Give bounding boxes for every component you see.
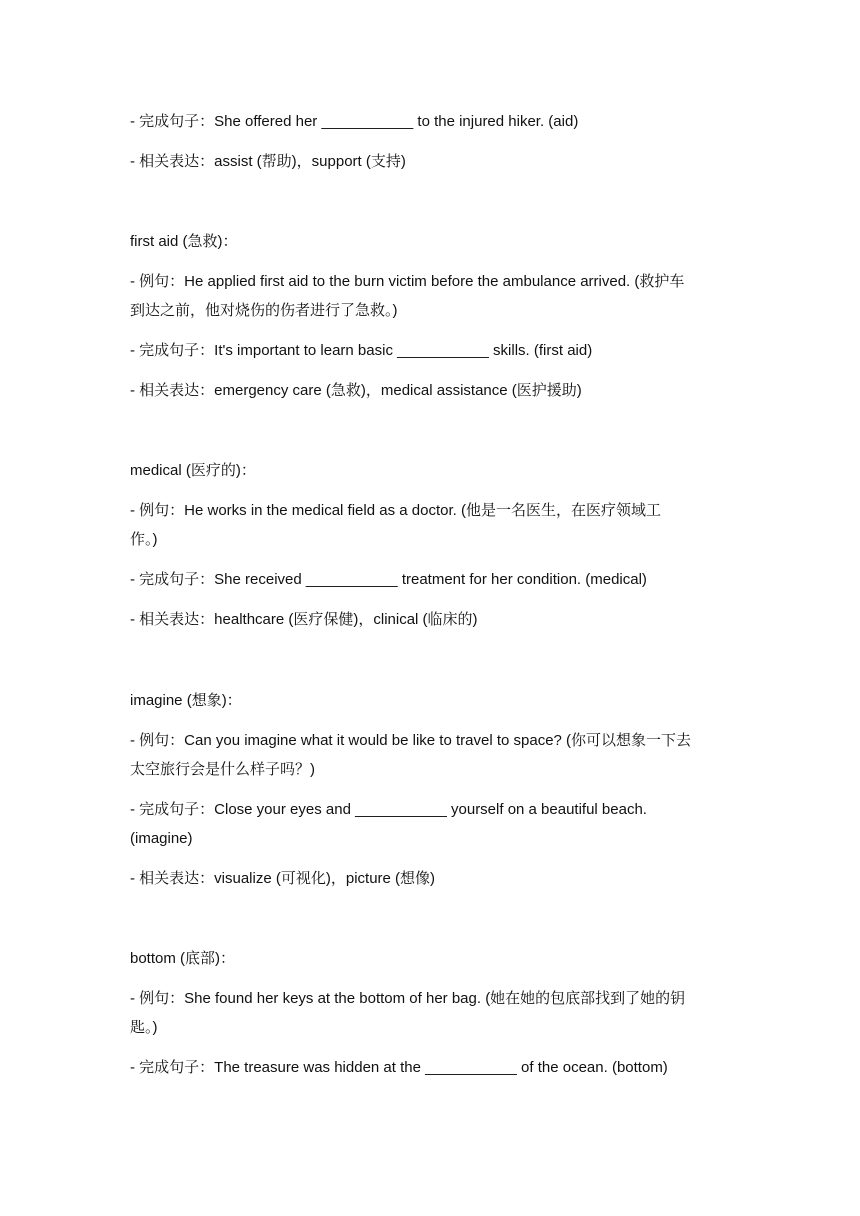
related-expressions: - 相关表达：assist (帮助)，support (支持) [130,153,406,170]
example-sentence-continued: 太空旅行会是什么样子吗？) [130,761,315,778]
example-sentence-continued: 匙。) [130,1019,158,1036]
fill-in-sentence: - 完成句子：It's important to learn basic ___________ skills. (first aid) [130,342,593,359]
fill-in-sentence: - 完成句子：She received ___________ treatment for her condition. (medical) [130,571,647,588]
fill-in-sentence: - 完成句子：The treasure was hidden at the ___________ of the ocean. (bottom) [130,1059,668,1076]
example-sentence: - 例句：She found her keys at the bottom of her bag. (她在她的包底部找到了她的钥 [130,990,686,1007]
entry-heading: medical (医疗的)： [130,462,256,479]
example-sentence: - 例句：He applied first aid to the burn victim before the ambulance arrived. (救护车 [130,273,685,290]
fill-in-sentence-continued: (imagine) [130,830,193,847]
entry-heading: bottom (底部)： [130,950,236,967]
entry-heading: first aid (急救)： [130,233,238,250]
entry-heading: imagine (想象)： [130,692,242,709]
example-sentence: - 例句：He works in the medical field as a doctor. (他是一名医生，在医疗领域工 [130,502,661,519]
fill-in-sentence: - 完成句子：She offered her ___________ to the injured hiker. (aid) [130,113,579,130]
example-sentence-continued: 到达之前，他对烧伤的伤者进行了急救。) [130,302,398,319]
example-sentence-continued: 作。) [130,531,158,548]
related-expressions: - 相关表达：emergency care (急救)，medical assistance (医护援助) [130,382,582,399]
related-expressions: - 相关表达：visualize (可视化)，picture (想像) [130,870,436,887]
fill-in-sentence: - 完成句子：Close your eyes and ___________ yourself on a beautiful beach. [130,801,647,818]
example-sentence: - 例句：Can you imagine what it would be like to travel to space? (你可以想象一下去 [130,732,692,749]
related-expressions: - 相关表达：healthcare (医疗保健)，clinical (临床的) [130,611,478,628]
